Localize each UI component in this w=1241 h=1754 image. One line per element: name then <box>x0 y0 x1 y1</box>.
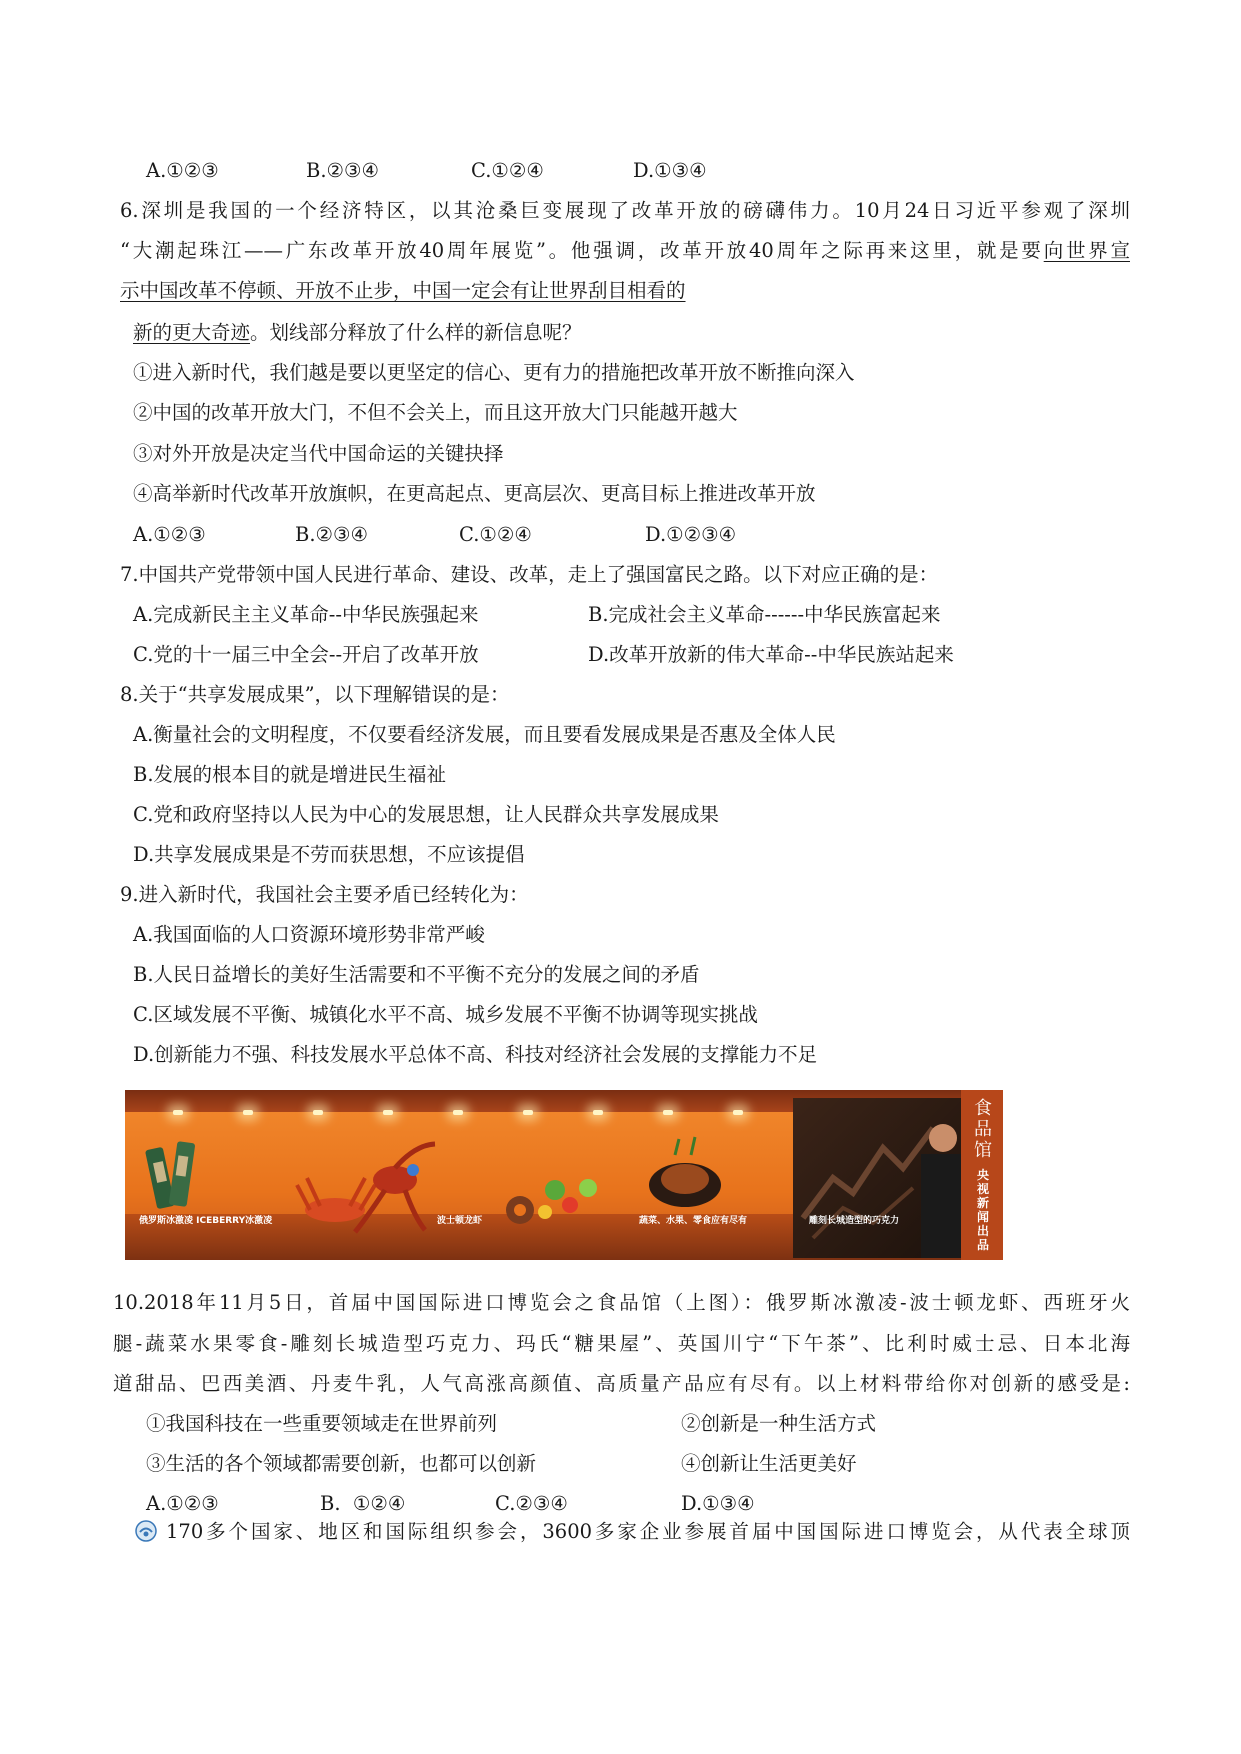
lobster-icon <box>295 1140 445 1235</box>
q7-option-b: B.完成社会主义革命------中华民族富起来 <box>588 603 941 626</box>
q10-stem-line-1: 10.2018年11月5日，首届中国国际进口博览会之食品馆（上图）：俄罗斯冰激凌-波士顿龙虾、西班牙火 <box>113 1291 1130 1314</box>
banner-caption-2: 波士顿龙虾 <box>437 1216 483 1226</box>
q6-stem-line-4 <box>133 320 582 346</box>
q5-option-a: A.①②③ <box>146 159 219 182</box>
q6-stem-line-1: 6.深圳是我国的一个经济特区，以其沧桑巨变展现了改革开放的磅礴伟力。10月24日习近平参观了深圳 <box>120 199 1130 222</box>
q8-stem: 8.关于“共享发展成果”，以下理解错误的是： <box>120 683 510 706</box>
q9-option-a: A.我国面临的人口资源环境形势非常严峻 <box>133 923 485 946</box>
banner-side-panel <box>961 1090 1003 1260</box>
q7-stem: 7.中国共产党带领中国人民进行革命、建设、改革，走上了强国富民之路。以下对应正确的是： <box>120 563 939 586</box>
banner-caption-3: 蔬菜、水果、零食应有尽有 <box>639 1216 748 1226</box>
q10-option-b: B. ①②④ <box>320 1492 406 1515</box>
q5-option-b: B.②③④ <box>306 159 379 182</box>
ice-cream-icon <box>145 1138 205 1218</box>
spotlight-icon <box>453 1110 463 1115</box>
great-wall-carving-icon <box>793 1098 961 1258</box>
q6-underlined-phrase-3: 新的更大奇迹 <box>133 321 251 344</box>
q8-option-a: A.衡量社会的文明程度，不仅要看经济发展，而且要看发展成果是否惠及全体人民 <box>133 723 836 746</box>
roast-dish-icon <box>645 1135 725 1215</box>
spotlight-icon <box>593 1110 603 1115</box>
q10-stem-line-2: 腿-蔬菜水果零食-雕刻长城造型巧克力、玛氏“糖果屋”、英国川宁“下午茶”、比利时威士忌、日本北海 <box>113 1332 1130 1355</box>
banner-title: 食品馆 <box>974 1098 992 1161</box>
q5-option-c: C.①②④ <box>471 159 544 182</box>
q6-stem-line-3 <box>120 278 686 304</box>
q10-item-4: ④创新让生活更美好 <box>681 1452 857 1475</box>
q6-item-2: ②中国的改革开放大门，不但不会关上，而且这开放大门只能越开越大 <box>133 401 738 424</box>
q6-underlined-phrase-2: 示中国改革不停顿、开放不止步，中国一定会有让世界刮目相看的 <box>120 279 686 302</box>
q9-stem: 9.进入新时代，我国社会主要矛盾已经转化为： <box>120 883 529 906</box>
q10-item-2: ②创新是一种生活方式 <box>681 1412 877 1435</box>
q6-stem-line-2 <box>120 238 1130 264</box>
q6-item-4: ④高举新时代改革开放旗帜，在更高起点、更高层次、更高目标上推进改革开放 <box>133 482 816 505</box>
q9-option-d: D.创新能力不强、科技发展水平总体不高、科技对经济社会发展的支撑能力不足 <box>133 1043 818 1066</box>
q9-option-c: C.区域发展不平衡、城镇化水平不高、城乡发展不平衡不协调等现实挑战 <box>133 1003 758 1026</box>
spotlight-icon <box>733 1110 743 1115</box>
food-pavilion-banner <box>125 1090 1003 1260</box>
q6-option-c: C.①②④ <box>459 523 532 546</box>
material-text: 170多个国家、地区和国际组织参会，3600多家企业参展首届中国国际进口博览会，从代表全球顶 <box>166 1520 1130 1543</box>
q10-option-c: C.②③④ <box>495 1492 568 1515</box>
q6-question-text: 。划线部分释放了什么样的新信息呢？ <box>250 321 582 344</box>
q6-stem-line-2-text: “大潮起珠江——广东改革开放40周年展览”。他强调，改革开放40周年之际再来这里，就是要 <box>120 239 1044 262</box>
spotlight-icon <box>313 1110 323 1115</box>
material-icon <box>134 1519 158 1543</box>
q6-item-1: ①进入新时代，我们越是要以更坚定的信心、更有力的措施把改革开放不断推向深入 <box>133 361 855 384</box>
q10-stem-line-3: 道甜品、巴西美酒、丹麦牛乳，人气高涨高颜值、高质量产品应有尽有。以上材料带给你对创新的感受是: <box>113 1372 1130 1395</box>
q6-underlined-phrase-1: 向世界宣 <box>1043 239 1130 262</box>
banner-subtitle: 央视新闻出品 <box>976 1168 989 1252</box>
banner-caption-1: 俄罗斯冰激凌 ICEBERRY冰激凌 <box>139 1216 273 1226</box>
chocolate-great-wall-photo <box>793 1098 961 1258</box>
q10-item-1: ①我国科技在一些重要领域走在世界前列 <box>146 1412 498 1435</box>
q7-option-d: D.改革开放新的伟大革命--中华民族站起来 <box>588 643 954 666</box>
q6-option-d: D.①②③④ <box>645 523 737 546</box>
q5-option-d: D.①③④ <box>633 159 707 182</box>
q6-option-a: A.①②③ <box>133 523 206 546</box>
q7-option-a: A.完成新民主主义革命--中华民族强起来 <box>133 603 479 626</box>
spotlight-icon <box>243 1110 253 1115</box>
q7-option-c: C.党的十一届三中全会--开启了改革开放 <box>133 643 479 666</box>
q8-option-d: D.共享发展成果是不劳而获思想，不应该提倡 <box>133 843 525 866</box>
q8-option-c: C.党和政府坚持以人民为中心的发展思想，让人民群众共享发展成果 <box>133 803 719 826</box>
q10-option-a: A.①②③ <box>146 1492 219 1515</box>
q8-option-b: B.发展的根本目的就是增进民生福祉 <box>133 763 447 786</box>
spotlight-icon <box>383 1110 393 1115</box>
q6-item-3: ③对外开放是决定当代中国命运的关键抉择 <box>133 442 504 465</box>
spotlight-icon <box>663 1110 673 1115</box>
q9-option-b: B.人民日益增长的美好生活需要和不平衡不充分的发展之间的矛盾 <box>133 963 700 986</box>
q6-option-b: B.②③④ <box>295 523 368 546</box>
banner-caption-4: 雕刻长城造型的巧克力 <box>809 1216 900 1226</box>
q10-item-3: ③生活的各个领域都需要创新，也都可以创新 <box>146 1452 537 1475</box>
spotlight-icon <box>523 1110 533 1115</box>
q10-option-d: D.①③④ <box>681 1492 755 1515</box>
snacks-icon <box>500 1160 610 1230</box>
spotlight-icon <box>173 1110 183 1115</box>
